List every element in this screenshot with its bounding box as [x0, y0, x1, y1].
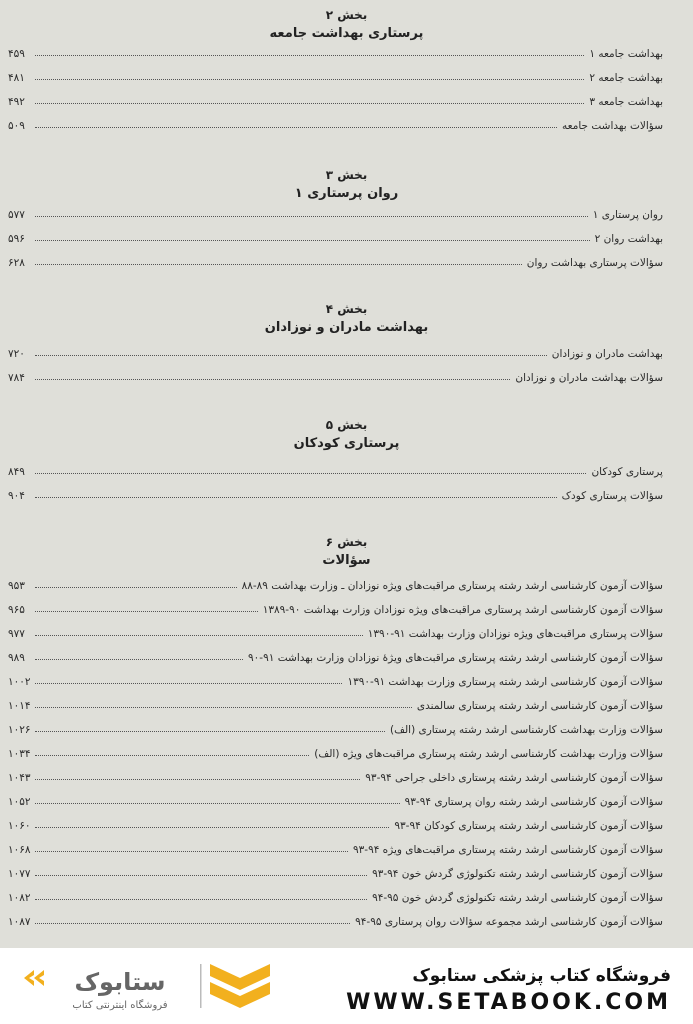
toc-entry-page: ۸۴۹ [8, 466, 25, 478]
section-label: بخش ۵ [325, 418, 368, 432]
section-title: پرستاری کودکان [293, 436, 400, 451]
logo-graphic [20, 956, 270, 1016]
toc-entry[interactable] [8, 694, 663, 712]
toc-entry[interactable] [8, 574, 663, 592]
toc-entry[interactable] [8, 838, 663, 856]
toc-entry-title: بهداشت روان ۲ [594, 233, 663, 245]
toc-entry-page: ۷۲۰ [8, 348, 25, 360]
store-url-link[interactable]: WWW.SETABOOK.COM [346, 990, 671, 1015]
toc-entry-page: ۵۹۶ [8, 233, 25, 245]
section-label: بخش ۶ [325, 535, 368, 549]
toc-entry[interactable] [8, 227, 663, 245]
leader-dots [35, 683, 342, 684]
toc-entry-title: سؤالات وزارت بهداشت کارشناسی ارشد رشته پرستاری (الف) [390, 724, 663, 736]
toc-entry[interactable] [8, 718, 663, 736]
toc-entry-title: سؤالات آزمون کارشناسی ارشد رشته پرستاری مراقبت‌های ویژهٔ نوزادان وزارت بهداشت ۹۱-۹۰ [248, 652, 663, 664]
toc-entry-page: ۶۲۸ [8, 257, 25, 269]
toc-entry-title: سؤالات آزمون کارشناسی ارشد رشته پرستاری وزارت بهداشت ۹۱-۱۳۹۰ [347, 676, 663, 688]
toc-entry-title: سؤالات پرستاری مراقبت‌های ویژه نوزادان وزارت بهداشت ۹۱-۱۳۹۰ [367, 628, 663, 640]
toc-entry-title: روان پرستاری ۱ [592, 209, 663, 221]
toc-entry-page: ۵۰۹ [8, 120, 25, 132]
toc-entry-page: ۱۰۵۲ [8, 796, 31, 808]
toc-entry-page: ۱۰۸۷ [8, 916, 31, 928]
toc-entry[interactable] [8, 42, 663, 60]
leader-dots [35, 659, 243, 660]
leader-dots [35, 473, 586, 474]
toc-entry-page: ۱۰۳۴ [8, 748, 31, 760]
toc-entry[interactable] [8, 484, 663, 502]
toc-entry-title: سؤالات آزمون کارشناسی ارشد رشته روان پرستاری ۹۴-۹۳ [404, 796, 663, 808]
toc-entry-title: سؤالات بهداشت جامعه [562, 120, 663, 132]
leader-dots [35, 923, 350, 924]
section-title: بهداشت مادران و نوزادان [264, 320, 429, 335]
toc-entry-page: ۱۰۲۶ [8, 724, 31, 736]
store-footer-banner [0, 948, 693, 1024]
section-title: سؤالات [322, 553, 371, 568]
toc-entry-page: ۹۸۹ [8, 652, 25, 664]
toc-entry-title: سؤالات پرستاری بهداشت روان [526, 257, 663, 269]
toc-entry-title: پرستاری کودکان [591, 466, 663, 478]
toc-entry[interactable] [8, 251, 663, 269]
toc-entry-page: ۹۶۵ [8, 604, 25, 616]
toc-entry-page: ۹۵۳ [8, 580, 25, 592]
leader-dots [35, 611, 258, 612]
store-name: فروشگاه کتاب پزشکی ستابوک [412, 966, 671, 986]
toc-entry-title: سؤالات آزمون کارشناسی ارشد رشته تکنولوژی گردش خون ۹۵-۹۴ [372, 892, 663, 904]
toc-entry[interactable] [8, 910, 663, 928]
toc-entry-page: ۱۰۶۰ [8, 820, 31, 832]
toc-entry[interactable] [8, 886, 663, 904]
toc-entry-page: ۹۷۷ [8, 628, 25, 640]
toc-entry[interactable] [8, 66, 663, 84]
toc-entry-page: ۴۹۲ [8, 96, 25, 108]
leader-dots [35, 216, 588, 217]
toc-entry-title: سؤالات آزمون کارشناسی ارشد رشته پرستاری مراقبت‌های ویژه ۹۴-۹۳ [352, 844, 663, 856]
toc-entry[interactable] [8, 366, 663, 384]
toc-entry-title: سؤالات آزمون کارشناسی ارشد رشته تکنولوژی گردش خون ۹۴-۹۳ [372, 868, 663, 880]
toc-entry[interactable] [8, 598, 663, 616]
leader-dots [35, 731, 385, 732]
toc-entry-title: بهداشت مادران و نوزادان [551, 348, 663, 360]
toc-entry-page: ۴۸۱ [8, 72, 25, 84]
leader-dots [35, 635, 363, 636]
toc-entry-title: سؤالات آزمون کارشناسی ارشد رشته پرستاری سالمندی [416, 700, 663, 712]
section-header [0, 302, 693, 335]
toc-entry-page: ۹۰۴ [8, 490, 25, 502]
toc-entry-title: بهداشت جامعه ۳ [589, 96, 663, 108]
toc-entry[interactable] [8, 646, 663, 664]
section-header [0, 8, 693, 41]
toc-entry-page: ۱۰۱۴ [8, 700, 31, 712]
toc-entry-title: سؤالات وزارت بهداشت کارشناسی ارشد رشته پرستاری مراقبت‌های ویژه (الف) [314, 748, 663, 760]
toc-entry[interactable] [8, 203, 663, 221]
leader-dots [35, 827, 389, 828]
leader-dots [35, 127, 557, 128]
section-header [0, 535, 693, 568]
section-title: پرستاری بهداشت جامعه [269, 26, 424, 41]
toc-entry-page: ۵۷۷ [8, 209, 25, 221]
logo-subtitle: فروشگاه اینترنتی کتاب [72, 1000, 168, 1011]
toc-entry[interactable] [8, 342, 663, 360]
toc-entry[interactable] [8, 670, 663, 688]
toc-entry-page: ۱۰۴۳ [8, 772, 31, 784]
toc-entry-title: سؤالات آزمون کارشناسی ارشد رشته پرستاری کودکان ۹۴-۹۳ [394, 820, 663, 832]
section-label: بخش ۴ [325, 302, 368, 316]
toc-entry-title: سؤالات بهداشت مادران و نوزادان [515, 372, 663, 384]
toc-entry-title: بهداشت جامعه ۲ [589, 72, 663, 84]
toc-entry-title: سؤالات پرستاری کودک [561, 490, 663, 502]
toc-entry-page: ۱۰۷۷ [8, 868, 31, 880]
toc-entry-title: سؤالات آزمون کارشناسی ارشد پرستاری مراقبت‌های ویژه نوزادان وزارت بهداشت ۹۰-۱۳۸۹ [262, 604, 663, 616]
logo-text: ستابوک [74, 968, 166, 996]
section-header [0, 168, 693, 201]
leader-dots [35, 899, 367, 900]
toc-entry-page: ۱۰۸۲ [8, 892, 31, 904]
toc-entry-title: سؤالات آزمون کارشناسی ارشد مجموعه سؤالات روان پرستاری ۹۵-۹۴ [355, 916, 663, 928]
toc-entry-title: سؤالات آزمون کارشناسی ارشد رشته پرستاری مراقبت‌های ویژه نوزادان ـ وزارت بهداشت ۸۹-۸۸ [241, 580, 663, 592]
leader-dots [35, 755, 309, 756]
leader-dots [35, 851, 348, 852]
toc-entry[interactable] [8, 790, 663, 808]
leader-dots [35, 355, 547, 356]
toc-entry[interactable] [8, 460, 663, 478]
toc-entry[interactable] [8, 90, 663, 108]
leader-dots [35, 264, 522, 265]
leader-dots [35, 779, 360, 780]
leader-dots [35, 707, 412, 708]
leader-dots [35, 875, 367, 876]
leader-dots [35, 79, 584, 80]
leader-dots [35, 497, 557, 498]
leader-dots [35, 379, 510, 380]
leader-dots [35, 803, 400, 804]
toc-entry[interactable] [8, 742, 663, 760]
toc-entry[interactable] [8, 622, 663, 640]
toc-entry-page: ۴۵۹ [8, 48, 25, 60]
toc-entry-page: ۱۰۶۸ [8, 844, 31, 856]
leader-dots [35, 55, 584, 56]
toc-entry[interactable] [8, 862, 663, 880]
section-label: بخش ۲ [325, 8, 368, 22]
setabook-logo[interactable] [20, 956, 270, 1016]
toc-entry-page: ۱۰۰۲ [8, 676, 31, 688]
leader-dots [35, 587, 237, 588]
section-label: بخش ۳ [325, 168, 368, 182]
toc-entry[interactable] [8, 814, 663, 832]
leader-dots [35, 103, 584, 104]
leader-dots [35, 240, 590, 241]
section-title: روان پرستاری ۱ [294, 186, 399, 201]
toc-entry-title: بهداشت جامعه ۱ [589, 48, 663, 60]
toc-entry-title: سؤالات آزمون کارشناسی ارشد رشته پرستاری داخلی جراحی ۹۴-۹۳ [365, 772, 663, 784]
toc-entry-page: ۷۸۴ [8, 372, 25, 384]
toc-entry[interactable] [8, 114, 663, 132]
toc-entry[interactable] [8, 766, 663, 784]
section-header [0, 418, 693, 451]
